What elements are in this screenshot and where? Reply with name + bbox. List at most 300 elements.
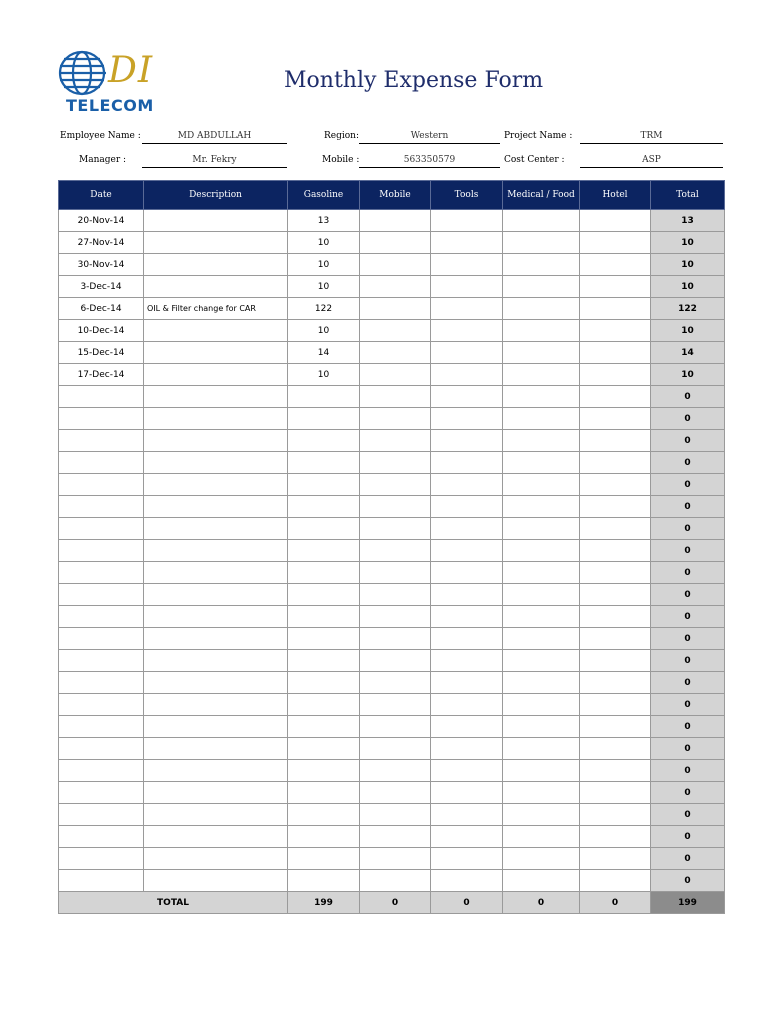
table-row (59, 848, 725, 870)
cell-mobile[interactable] (360, 232, 431, 254)
cell-date[interactable] (59, 848, 144, 870)
cell-mobile[interactable] (360, 848, 431, 870)
cell-gasoline[interactable] (288, 408, 360, 430)
cell-total: 0 (651, 606, 725, 628)
cell-total: 0 (651, 848, 725, 870)
cell-tools[interactable] (431, 562, 503, 584)
cell-mobile[interactable] (360, 298, 431, 320)
cell-medical-food[interactable] (503, 430, 580, 452)
cell-date[interactable] (59, 760, 144, 782)
cell-tools[interactable] (431, 364, 503, 386)
cell-mobile[interactable] (360, 782, 431, 804)
cell-mobile[interactable] (360, 364, 431, 386)
cell-medical-food[interactable] (503, 694, 580, 716)
employee-name-field[interactable]: MD ABDULLAH (142, 130, 287, 144)
cell-date[interactable]: 15-Dec-14 (59, 342, 144, 364)
table-header-row (59, 181, 725, 210)
table-row (59, 870, 725, 892)
cell-tools[interactable] (431, 408, 503, 430)
cell-description[interactable] (144, 408, 288, 430)
mobile-label: Mobile : (322, 155, 360, 165)
cell-description[interactable] (144, 364, 288, 386)
cell-hotel[interactable] (580, 386, 651, 408)
cell-gasoline[interactable] (288, 430, 360, 452)
cell-gasoline[interactable] (288, 738, 360, 760)
cell-description[interactable] (144, 232, 288, 254)
cell-tools[interactable] (431, 738, 503, 760)
cell-medical-food[interactable] (503, 782, 580, 804)
total-tools: 0 (431, 892, 503, 914)
cell-gasoline[interactable] (288, 870, 360, 892)
cell-hotel[interactable] (580, 452, 651, 474)
table-row (59, 364, 725, 386)
project-name-field[interactable]: TRM (580, 130, 723, 144)
cell-medical-food[interactable] (503, 716, 580, 738)
cell-total: 0 (651, 870, 725, 892)
cell-medical-food[interactable] (503, 848, 580, 870)
cell-gasoline[interactable] (288, 694, 360, 716)
logo-mark: DI (108, 50, 154, 91)
cell-tools[interactable] (431, 386, 503, 408)
cell-medical-food[interactable] (503, 650, 580, 672)
cell-description[interactable] (144, 210, 288, 232)
cell-date[interactable] (59, 826, 144, 848)
cell-date[interactable] (59, 408, 144, 430)
cell-mobile[interactable] (360, 606, 431, 628)
cell-tools[interactable] (431, 760, 503, 782)
cell-total: 10 (651, 254, 725, 276)
cell-tools[interactable] (431, 254, 503, 276)
table-row (59, 804, 725, 826)
cell-date[interactable]: 3-Dec-14 (59, 276, 144, 298)
cell-hotel[interactable] (580, 782, 651, 804)
cell-medical-food[interactable] (503, 738, 580, 760)
table-row (59, 738, 725, 760)
col-header-tools: Tools (431, 181, 503, 210)
cell-hotel[interactable] (580, 628, 651, 650)
cell-date[interactable]: 20-Nov-14 (59, 210, 144, 232)
total-gasoline: 199 (288, 892, 360, 914)
cell-mobile[interactable] (360, 738, 431, 760)
table-row (59, 254, 725, 276)
cell-medical-food[interactable] (503, 760, 580, 782)
cell-description[interactable] (144, 584, 288, 606)
cell-gasoline[interactable] (288, 606, 360, 628)
cell-total: 0 (651, 804, 725, 826)
cell-gasoline[interactable] (288, 848, 360, 870)
cell-medical-food[interactable] (503, 452, 580, 474)
cell-total: 0 (651, 760, 725, 782)
cell-hotel[interactable] (580, 804, 651, 826)
cell-total: 0 (651, 716, 725, 738)
cell-description[interactable] (144, 870, 288, 892)
cell-total: 0 (651, 540, 725, 562)
cell-medical-food[interactable] (503, 342, 580, 364)
table-row (59, 628, 725, 650)
cell-total: 0 (651, 782, 725, 804)
cell-total: 0 (651, 562, 725, 584)
cell-hotel[interactable] (580, 584, 651, 606)
cell-gasoline[interactable]: 10 (288, 276, 360, 298)
cell-hotel[interactable] (580, 298, 651, 320)
cell-description[interactable] (144, 496, 288, 518)
cell-hotel[interactable] (580, 606, 651, 628)
cell-tools[interactable] (431, 232, 503, 254)
totals-label: TOTAL (59, 892, 288, 914)
cell-date[interactable] (59, 650, 144, 672)
cell-hotel[interactable] (580, 496, 651, 518)
cell-tools[interactable] (431, 320, 503, 342)
table-row (59, 606, 725, 628)
cell-medical-food[interactable] (503, 386, 580, 408)
table-row (59, 584, 725, 606)
cell-medical-food[interactable] (503, 870, 580, 892)
cell-medical-food[interactable] (503, 254, 580, 276)
cell-date[interactable] (59, 518, 144, 540)
cell-mobile[interactable] (360, 760, 431, 782)
cell-medical-food[interactable] (503, 584, 580, 606)
cost-center-label: Cost Center : (504, 155, 565, 165)
cell-date[interactable]: 6-Dec-14 (59, 298, 144, 320)
table-row (59, 496, 725, 518)
cell-medical-food[interactable] (503, 364, 580, 386)
mobile-field[interactable]: 563350579 (359, 154, 500, 168)
cell-mobile[interactable] (360, 408, 431, 430)
employee-info (0, 0, 768, 180)
cell-hotel[interactable] (580, 694, 651, 716)
cell-total: 0 (651, 474, 725, 496)
cell-description[interactable] (144, 276, 288, 298)
cell-tools[interactable] (431, 452, 503, 474)
table-row (59, 540, 725, 562)
cell-mobile[interactable] (360, 320, 431, 342)
cell-description[interactable] (144, 826, 288, 848)
cell-gasoline[interactable]: 122 (288, 298, 360, 320)
cell-tools[interactable] (431, 672, 503, 694)
cell-gasoline[interactable] (288, 826, 360, 848)
cell-hotel[interactable] (580, 870, 651, 892)
cell-description[interactable] (144, 254, 288, 276)
cell-tools[interactable] (431, 628, 503, 650)
cell-gasoline[interactable] (288, 672, 360, 694)
cell-description[interactable] (144, 320, 288, 342)
cell-medical-food[interactable] (503, 298, 580, 320)
col-header-mobile: Mobile (360, 181, 431, 210)
cell-gasoline[interactable] (288, 562, 360, 584)
cell-date[interactable] (59, 496, 144, 518)
cell-date[interactable] (59, 782, 144, 804)
grand-total: 199 (651, 892, 725, 914)
manager-label: Manager : (79, 155, 127, 165)
cell-hotel[interactable] (580, 408, 651, 430)
cell-mobile[interactable] (360, 342, 431, 364)
cell-description[interactable] (144, 694, 288, 716)
cell-total: 0 (651, 672, 725, 694)
cell-date[interactable] (59, 386, 144, 408)
cell-gasoline[interactable] (288, 386, 360, 408)
cell-date[interactable] (59, 738, 144, 760)
cell-total: 0 (651, 496, 725, 518)
region-label: Region: (324, 131, 359, 141)
cell-mobile[interactable] (360, 870, 431, 892)
col-header-total: Total (651, 181, 725, 210)
cell-tools[interactable] (431, 848, 503, 870)
employee-name-label: Employee Name : (60, 131, 141, 141)
cell-date[interactable] (59, 606, 144, 628)
cell-description[interactable] (144, 474, 288, 496)
cell-tools[interactable] (431, 870, 503, 892)
cell-date[interactable] (59, 694, 144, 716)
logo-company-name: TELECOM (66, 96, 154, 115)
cell-tools[interactable] (431, 826, 503, 848)
cell-tools[interactable] (431, 518, 503, 540)
cell-gasoline[interactable] (288, 452, 360, 474)
cell-description[interactable] (144, 606, 288, 628)
cell-date[interactable] (59, 540, 144, 562)
cell-tools[interactable] (431, 650, 503, 672)
cell-description[interactable] (144, 430, 288, 452)
cell-tools[interactable] (431, 694, 503, 716)
region-field[interactable]: Western (359, 130, 500, 144)
cell-medical-food[interactable] (503, 540, 580, 562)
table-row (59, 694, 725, 716)
cell-total: 10 (651, 320, 725, 342)
cell-date[interactable]: 27-Nov-14 (59, 232, 144, 254)
cell-hotel[interactable] (580, 650, 651, 672)
project-name-label: Project Name : (504, 131, 573, 141)
cell-mobile[interactable] (360, 496, 431, 518)
cell-description[interactable] (144, 716, 288, 738)
cell-gasoline[interactable] (288, 650, 360, 672)
cell-total: 0 (651, 408, 725, 430)
cell-hotel[interactable] (580, 716, 651, 738)
expense-table (58, 180, 725, 914)
cell-hotel[interactable] (580, 210, 651, 232)
cell-mobile[interactable] (360, 650, 431, 672)
cell-hotel[interactable] (580, 364, 651, 386)
cell-date[interactable] (59, 430, 144, 452)
manager-field[interactable]: Mr. Fekry (142, 154, 287, 168)
cell-medical-food[interactable] (503, 628, 580, 650)
cell-mobile[interactable] (360, 672, 431, 694)
cell-gasoline[interactable] (288, 584, 360, 606)
cell-mobile[interactable] (360, 804, 431, 826)
cell-date[interactable] (59, 584, 144, 606)
cell-medical-food[interactable] (503, 606, 580, 628)
cell-total: 10 (651, 364, 725, 386)
cell-mobile[interactable] (360, 584, 431, 606)
cell-gasoline[interactable]: 10 (288, 232, 360, 254)
cell-total: 0 (651, 826, 725, 848)
cell-total: 13 (651, 210, 725, 232)
cell-hotel[interactable] (580, 760, 651, 782)
cell-description[interactable] (144, 738, 288, 760)
cell-description[interactable] (144, 804, 288, 826)
cell-mobile[interactable] (360, 694, 431, 716)
cell-date[interactable] (59, 452, 144, 474)
cell-date[interactable] (59, 672, 144, 694)
cell-date[interactable] (59, 804, 144, 826)
col-header-hotel: Hotel (580, 181, 651, 210)
cell-tools[interactable] (431, 584, 503, 606)
cell-description[interactable] (144, 672, 288, 694)
cell-description[interactable] (144, 562, 288, 584)
table-row (59, 562, 725, 584)
cell-description[interactable] (144, 760, 288, 782)
table-row (59, 760, 725, 782)
table-row (59, 452, 725, 474)
cell-description[interactable] (144, 650, 288, 672)
cell-medical-food[interactable] (503, 408, 580, 430)
cell-hotel[interactable] (580, 540, 651, 562)
cell-total: 0 (651, 694, 725, 716)
cell-hotel[interactable] (580, 320, 651, 342)
cell-date[interactable] (59, 474, 144, 496)
cell-date[interactable]: 17-Dec-14 (59, 364, 144, 386)
table-row (59, 518, 725, 540)
total-medical-food: 0 (503, 892, 580, 914)
cell-total: 0 (651, 650, 725, 672)
cell-total: 0 (651, 738, 725, 760)
form-title: Monthly Expense Form (284, 68, 544, 93)
cell-mobile[interactable] (360, 254, 431, 276)
table-row (59, 210, 725, 232)
cell-date[interactable] (59, 870, 144, 892)
cell-gasoline[interactable] (288, 496, 360, 518)
cost-center-field[interactable]: ASP (580, 154, 723, 168)
cell-hotel[interactable] (580, 474, 651, 496)
cell-gasoline[interactable]: 13 (288, 210, 360, 232)
cell-hotel[interactable] (580, 518, 651, 540)
cell-gasoline[interactable]: 10 (288, 320, 360, 342)
cell-description[interactable] (144, 342, 288, 364)
table-row (59, 826, 725, 848)
cell-tools[interactable] (431, 540, 503, 562)
cell-mobile[interactable] (360, 716, 431, 738)
cell-medical-food[interactable] (503, 320, 580, 342)
cell-total: 0 (651, 628, 725, 650)
cell-gasoline[interactable]: 10 (288, 364, 360, 386)
cell-description[interactable] (144, 782, 288, 804)
cell-tools[interactable] (431, 606, 503, 628)
cell-medical-food[interactable] (503, 496, 580, 518)
table-row (59, 782, 725, 804)
cell-mobile[interactable] (360, 452, 431, 474)
cell-description[interactable] (144, 848, 288, 870)
cell-mobile[interactable] (360, 826, 431, 848)
cell-gasoline[interactable] (288, 540, 360, 562)
cell-description[interactable] (144, 540, 288, 562)
cell-gasoline[interactable] (288, 716, 360, 738)
cell-tools[interactable] (431, 298, 503, 320)
totals-row (59, 892, 725, 914)
cell-hotel[interactable] (580, 738, 651, 760)
table-row (59, 320, 725, 342)
cell-tools[interactable] (431, 276, 503, 298)
cell-hotel[interactable] (580, 276, 651, 298)
cell-hotel[interactable] (580, 232, 651, 254)
cell-hotel[interactable] (580, 826, 651, 848)
table-row (59, 276, 725, 298)
cell-medical-food[interactable] (503, 826, 580, 848)
cell-tools[interactable] (431, 804, 503, 826)
cell-medical-food[interactable] (503, 210, 580, 232)
cell-medical-food[interactable] (503, 518, 580, 540)
cell-mobile[interactable] (360, 276, 431, 298)
col-header-date: Date (59, 181, 144, 210)
cell-hotel[interactable] (580, 672, 651, 694)
cell-medical-food[interactable] (503, 474, 580, 496)
cell-total: 0 (651, 430, 725, 452)
cell-mobile[interactable] (360, 474, 431, 496)
cell-tools[interactable] (431, 342, 503, 364)
cell-mobile[interactable] (360, 386, 431, 408)
cell-description[interactable] (144, 386, 288, 408)
table-row (59, 716, 725, 738)
cell-mobile[interactable] (360, 430, 431, 452)
table-row (59, 474, 725, 496)
cell-description[interactable]: OIL & Filter change for CAR (144, 298, 288, 320)
cell-date[interactable]: 30-Nov-14 (59, 254, 144, 276)
cell-date[interactable]: 10-Dec-14 (59, 320, 144, 342)
cell-mobile[interactable] (360, 540, 431, 562)
cell-date[interactable] (59, 716, 144, 738)
cell-gasoline[interactable] (288, 804, 360, 826)
cell-tools[interactable] (431, 474, 503, 496)
total-hotel: 0 (580, 892, 651, 914)
cell-hotel[interactable] (580, 562, 651, 584)
cell-gasoline[interactable] (288, 760, 360, 782)
cell-description[interactable] (144, 628, 288, 650)
cell-gasoline[interactable]: 14 (288, 342, 360, 364)
cell-mobile[interactable] (360, 628, 431, 650)
cell-tools[interactable] (431, 430, 503, 452)
cell-hotel[interactable] (580, 848, 651, 870)
cell-total: 122 (651, 298, 725, 320)
cell-date[interactable] (59, 628, 144, 650)
cell-total: 14 (651, 342, 725, 364)
cell-medical-food[interactable] (503, 672, 580, 694)
cell-gasoline[interactable] (288, 518, 360, 540)
cell-gasoline[interactable] (288, 474, 360, 496)
cell-gasoline[interactable] (288, 628, 360, 650)
cell-mobile[interactable] (360, 562, 431, 584)
total-mobile: 0 (360, 892, 431, 914)
cell-date[interactable] (59, 562, 144, 584)
cell-hotel[interactable] (580, 342, 651, 364)
cell-medical-food[interactable] (503, 276, 580, 298)
cell-medical-food[interactable] (503, 562, 580, 584)
cell-hotel[interactable] (580, 430, 651, 452)
table-row (59, 672, 725, 694)
cell-gasoline[interactable] (288, 782, 360, 804)
cell-tools[interactable] (431, 716, 503, 738)
cell-tools[interactable] (431, 782, 503, 804)
cell-medical-food[interactable] (503, 804, 580, 826)
cell-medical-food[interactable] (503, 232, 580, 254)
cell-tools[interactable] (431, 496, 503, 518)
cell-mobile[interactable] (360, 210, 431, 232)
cell-description[interactable] (144, 452, 288, 474)
cell-hotel[interactable] (580, 254, 651, 276)
cell-description[interactable] (144, 518, 288, 540)
col-header-medical-food: Medical / Food (503, 181, 580, 210)
cell-tools[interactable] (431, 210, 503, 232)
cell-total: 10 (651, 276, 725, 298)
table-row (59, 232, 725, 254)
cell-mobile[interactable] (360, 518, 431, 540)
cell-gasoline[interactable]: 10 (288, 254, 360, 276)
